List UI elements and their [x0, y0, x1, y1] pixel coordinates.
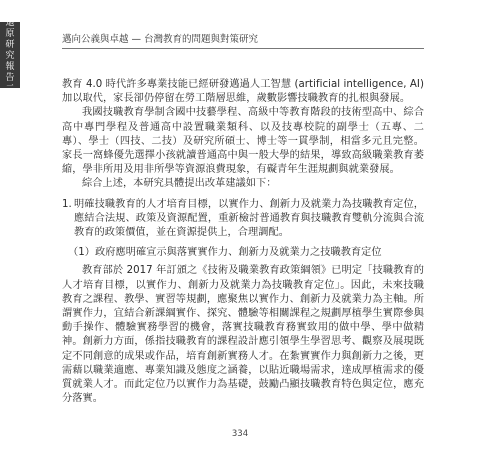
side-tab-char: 還: [5, 17, 15, 28]
paragraph: 綜合上述，本研究具體提出改革建議如下：: [82, 178, 277, 190]
sub-heading: （1）政府應明確宣示與落實實作力、創新力及就業力之技職教育定位: [68, 247, 382, 259]
header-rule: [62, 48, 424, 49]
running-header: 邁向公義與卓越 — 台灣教育的問題與對策研究: [62, 34, 259, 45]
paragraph: 我國技職教育學制含國中技藝學程、高級中等教育階段的技術型高中、綜合高中專門學程及普通高中設置職業類科、以及技專校院的副學士（五專、二專）、學士（四技、二技）及研究所碩士、博士等一貫學制，相當多元且完整。家長一窩蜂優先選擇小孩就讀普通高中與一般大學的結果，導致高級職業教育萎縮，學非所用及用非所學等資源浪費現象，有礙青年生涯規劃與就業發展。: [62, 107, 424, 176]
side-tab-char: 究: [5, 50, 15, 61]
numbered-item: [62, 198, 424, 241]
side-tab-char: 原: [5, 28, 15, 39]
paragraph: 教育部於 2017 年訂頒之《技術及職業教育政策綱領》已明定「技職教育的人才培育目標，以實作力、創新力及就業力為技職教育定位」。因此，未來技職教育之課程、教學、實習等規劃，應聚焦以實作力、創新力及就業力為主軸。所謂實作力，宜結合新課綱實作、探究、體驗等相關課程之規劃厚植學生實際參與動手操作、體驗實務學習的機會，落實技職教育務實致用的做中學、學中做精神。創新力方面，係指技職教育的課程設計應引領學生學習思考、觀察及展現既定不同創意的成果或作品，培育創新實務人才。在紮實實作力與創新力之後，更需藉以職業適應、專業知識及態度之涵養，以貼近職場需求，達成厚植需求的優質就業人才。而此定位乃以實作力為基礎，鼓勵凸顯技職教育特色與定位，應充分落實。: [62, 265, 424, 405]
side-tab-char: 研: [5, 39, 15, 50]
body-text: [62, 78, 424, 406]
item-number: 1.: [62, 198, 72, 210]
side-tab-char: 告: [5, 72, 15, 83]
side-tab-char: 二: [5, 83, 15, 94]
chapter-side-tab: [0, 17, 20, 94]
item-text: 明確技職教育的人才培育目標，以實作力、創新力及就業力為技職教育定位，應結合法規、政策及資源配置，重新檢討普通教育與技職教育雙軌分流與合流教育的政策價值，並在資源提供上，合理調配。: [74, 198, 424, 239]
side-tab-char: 報: [5, 61, 15, 72]
paragraph: 教育 4.0 時代許多專業技能已經研發邁過人工智慧 (artificial intelligence, AI) 加以取代，家長卻仍停留在勞工階層思維，歲數影響技職教育的扎根與發展。: [62, 79, 424, 105]
page-number: 334: [231, 429, 249, 439]
